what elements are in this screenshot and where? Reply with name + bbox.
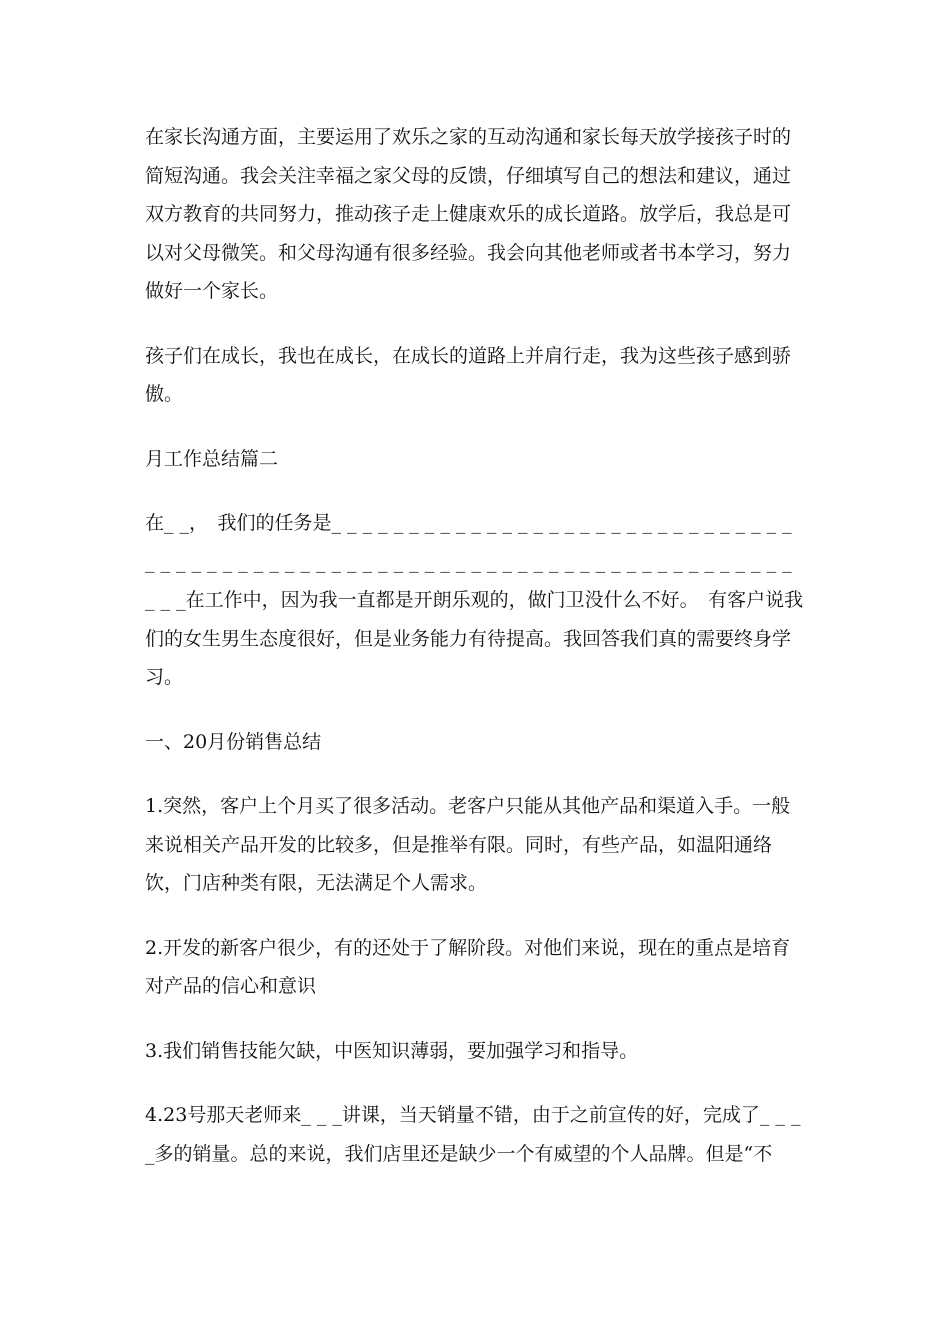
list-item-2: 2.开发的新客户很少，有的还处于了解阶段。对他们来说，现在的重点是培育对产品的信心和意识 <box>145 936 791 997</box>
paragraph-growing-together: 孩子们在成长，我也在成长，在成长的道路上并肩行走，我为这些孩子感到骄傲。 <box>145 344 792 405</box>
list-item-4: 4.23号那天老师来_ _ _讲课，当天销量不错，由于之前宣传的好，完成了_ _ _ _多的销量。总的来说，我们店里还是缺少一个有威望的个人品牌。但是“不 <box>145 1104 807 1165</box>
paragraph-gap <box>145 1070 807 1096</box>
paragraph-gap <box>145 697 807 723</box>
paragraph-task-blank: 在_ _， 我们的任务是_ _ _ _ _ _ _ _ _ _ _ _ _ _ _ _ _ _ _ _ _ _ _ _ _ _ _ _ _ _ _ _ _ _ _ _ _ _ _ _ _ _ _ _ _ _ _ _ _ _ _ _ _ _ _ _ _ _ _ _ _ _ _ _ _ _ _ _ _ _ _ _ _ _ _在工作中，因为我一直都是开朗乐观的，做门卫没什么不好。 有客户说我们的女生男生态度很好，但是业务能力有待提高。我回答我们真的需要终身学习。 <box>145 512 804 688</box>
section-heading-sales-summary: 一、20月份销售总结 <box>145 730 322 753</box>
document-page <box>145 118 807 1173</box>
section-heading-monthly-summary-2: 月工作总结篇二 <box>145 447 279 470</box>
list-item-3: 3.我们销售技能欠缺，中医知识薄弱，要加强学习和指导。 <box>145 1039 639 1062</box>
list-item-1: 1.突然，客户上个月买了很多活动。老客户只能从其他产品和渠道入手。一般来说相关产品开发的比较多，但是推举有限。同时，有些产品，如温阳通络饮，门店种类有限，无法满足个人需求。 <box>145 795 791 894</box>
paragraph-gap <box>145 414 807 440</box>
paragraph-gap <box>145 1006 807 1032</box>
paragraph-gap <box>145 761 807 787</box>
paragraph-gap <box>145 903 807 929</box>
paragraph-gap <box>145 478 807 504</box>
paragraph-parent-communication: 在家长沟通方面，主要运用了欢乐之家的互动沟通和家长每天放学接孩子时的简短沟通。我会关注幸福之家父母的反馈，仔细填写自己的想法和建议，通过双方教育的共同努力，推动孩子走上健康欢乐的成长道路。放学后，我总是可以对父母微笑。和父母沟通有很多经验。我会向其他老师或者书本学习，努力做好一个家长。 <box>145 126 792 302</box>
paragraph-gap <box>145 311 807 337</box>
